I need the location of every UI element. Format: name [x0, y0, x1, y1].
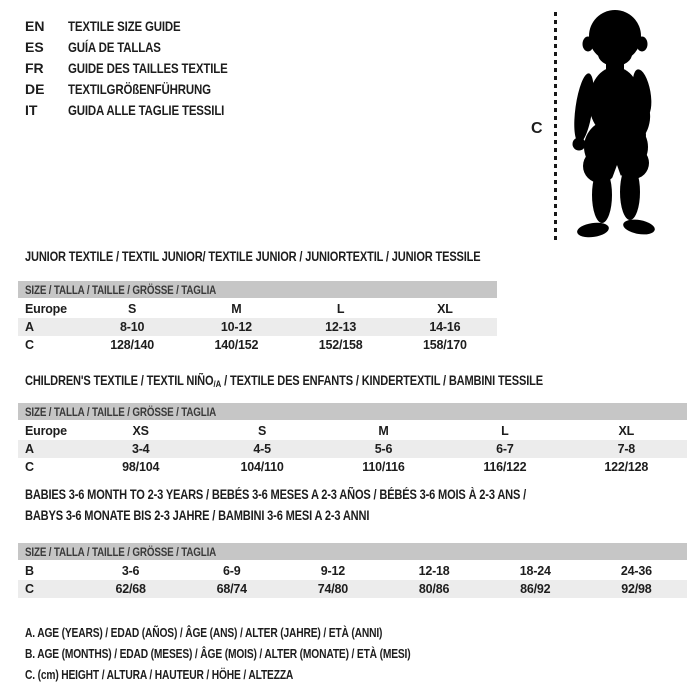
footnotes — [25, 622, 495, 685]
size-value: 24-36 — [620, 564, 652, 578]
lang-row-fr — [25, 57, 263, 78]
size-value: 4-5 — [253, 442, 271, 456]
row-label: C — [25, 460, 34, 474]
size-value: 7-8 — [617, 442, 636, 456]
footnote-c: C. (cm) HEIGHT / ALTURA / HAUTEUR / HÖHE / ALTEZZA — [25, 667, 294, 682]
size-value: L — [336, 302, 345, 316]
size-value: 62/68 — [115, 582, 146, 596]
junior-table-title: JUNIOR TEXTILE / TEXTIL JUNIOR/ TEXTILE JUNIOR / JUNIORTEXTIL / JUNIOR TESSILE — [25, 249, 481, 264]
table-row-months — [18, 562, 687, 580]
lang-row-de — [25, 78, 263, 99]
size-value: L — [501, 424, 509, 438]
size-value: 18-24 — [519, 564, 551, 578]
size-value: 104/110 — [240, 460, 284, 474]
size-header-bar: SIZE / TALLA / TAILLE / GRÖSSE / TAGLIA — [18, 281, 497, 298]
size-value: S — [258, 424, 267, 438]
size-value: M — [378, 424, 389, 438]
size-value: 12-13 — [325, 320, 357, 334]
toddler-silhouette-icon — [562, 8, 668, 244]
lang-code: IT — [25, 101, 38, 118]
size-value: 6-7 — [496, 442, 514, 456]
lang-row-it — [25, 99, 263, 120]
row-label: Europe — [25, 302, 67, 316]
size-value: XS — [132, 424, 149, 438]
lang-label: GUIDA ALLE TAGLIE TESSILI — [68, 101, 225, 118]
size-value: XL — [618, 424, 635, 438]
size-value: 116/122 — [483, 460, 527, 474]
footnote-a: A. AGE (YEARS) / EDAD (AÑOS) / ÂGE (ANS) / ALTER (JAHRE) / ETÀ (ANNI) — [25, 625, 383, 640]
size-value: 158/170 — [422, 338, 467, 352]
size-value: 98/104 — [122, 460, 160, 474]
size-value: 80/86 — [418, 582, 450, 596]
height-measure-label: C — [531, 120, 543, 137]
table-row-height — [18, 458, 687, 476]
size-value: 122/128 — [604, 460, 649, 474]
size-value: 3-6 — [121, 564, 140, 578]
lang-row-es — [25, 36, 263, 57]
size-value: 5-6 — [374, 442, 393, 456]
size-value: 12-18 — [418, 564, 450, 578]
size-value: 10-12 — [220, 320, 252, 334]
row-label: C — [25, 582, 34, 596]
size-value: 152/158 — [318, 338, 363, 352]
size-header-bar: SIZE / TALLA / TAILLE / GRÖSSE / TAGLIA — [18, 543, 687, 560]
sub-text: /A — [213, 379, 222, 390]
table-row-europe — [18, 300, 497, 318]
row-label: C — [25, 338, 34, 352]
lang-label: GUIDE DES TAILLES TEXTILE — [68, 59, 228, 76]
babies-size-table — [18, 543, 687, 598]
lang-code: DE — [25, 80, 45, 97]
size-value: 128/140 — [110, 338, 155, 352]
row-label: A — [25, 442, 34, 456]
size-value: 110/116 — [362, 460, 405, 474]
size-value: 86/92 — [520, 582, 551, 596]
children-size-table — [18, 403, 687, 476]
size-value: 68/74 — [216, 582, 247, 596]
lang-label: GUÍA DE TALLAS — [68, 38, 161, 55]
size-value: 74/80 — [317, 582, 349, 596]
lang-label: TEXTILE SIZE GUIDE — [68, 17, 181, 34]
lang-row-en — [25, 15, 263, 36]
table-row-height — [18, 580, 687, 598]
junior-size-table — [18, 281, 497, 354]
lang-code: ES — [25, 38, 44, 55]
size-value: 8-10 — [120, 320, 145, 334]
row-label: Europe — [25, 424, 67, 438]
language-list — [25, 15, 263, 120]
lang-label: TEXTILGRÖßENFÜHRUNG — [68, 80, 211, 97]
table-row-age — [18, 318, 497, 336]
size-value: 3-4 — [131, 442, 150, 456]
size-value: XL — [437, 302, 453, 316]
size-value: 92/98 — [621, 582, 652, 596]
footnote-b: B. AGE (MONTHS) / EDAD (MESES) / ÂGE (MOIS) / ALTER (MONATE) / ETÀ (MESI) — [25, 646, 411, 661]
size-value: 140/152 — [214, 338, 259, 352]
size-value: M — [231, 302, 242, 316]
size-header-bar: SIZE / TALLA / TAILLE / GRÖSSE / TAGLIA — [18, 403, 687, 420]
row-label: B — [25, 564, 34, 578]
table-row-height — [18, 336, 497, 354]
size-value: 14-16 — [429, 320, 461, 334]
lang-code: EN — [25, 17, 45, 34]
lang-code: FR — [25, 59, 44, 76]
size-value: 9-12 — [320, 564, 346, 578]
children-table-title: CHILDREN'S TEXTILE / TEXTIL NIÑO/A / TEXTILE DES ENFANTS / KINDERTEXTIL / BAMBINI TESSILE — [25, 373, 543, 390]
row-label: A — [25, 320, 34, 334]
height-measure-dashed-line — [554, 12, 557, 243]
table-row-europe — [18, 422, 687, 440]
size-value: S — [128, 302, 137, 316]
size-value: 6-9 — [223, 564, 241, 578]
babies-table-title: BABIES 3-6 MONTH TO 2-3 YEARS / BEBÉS 3-6 MESES A 2-3 AÑOS / BÉBÉS 3-6 MOIS À 2-3 ANS / BABYS 3-6 MONATE BIS 2-3 JAHRE / BAMBINI 3-6 MESI A 2-3 ANNI — [25, 487, 527, 523]
table-row-age — [18, 440, 687, 458]
